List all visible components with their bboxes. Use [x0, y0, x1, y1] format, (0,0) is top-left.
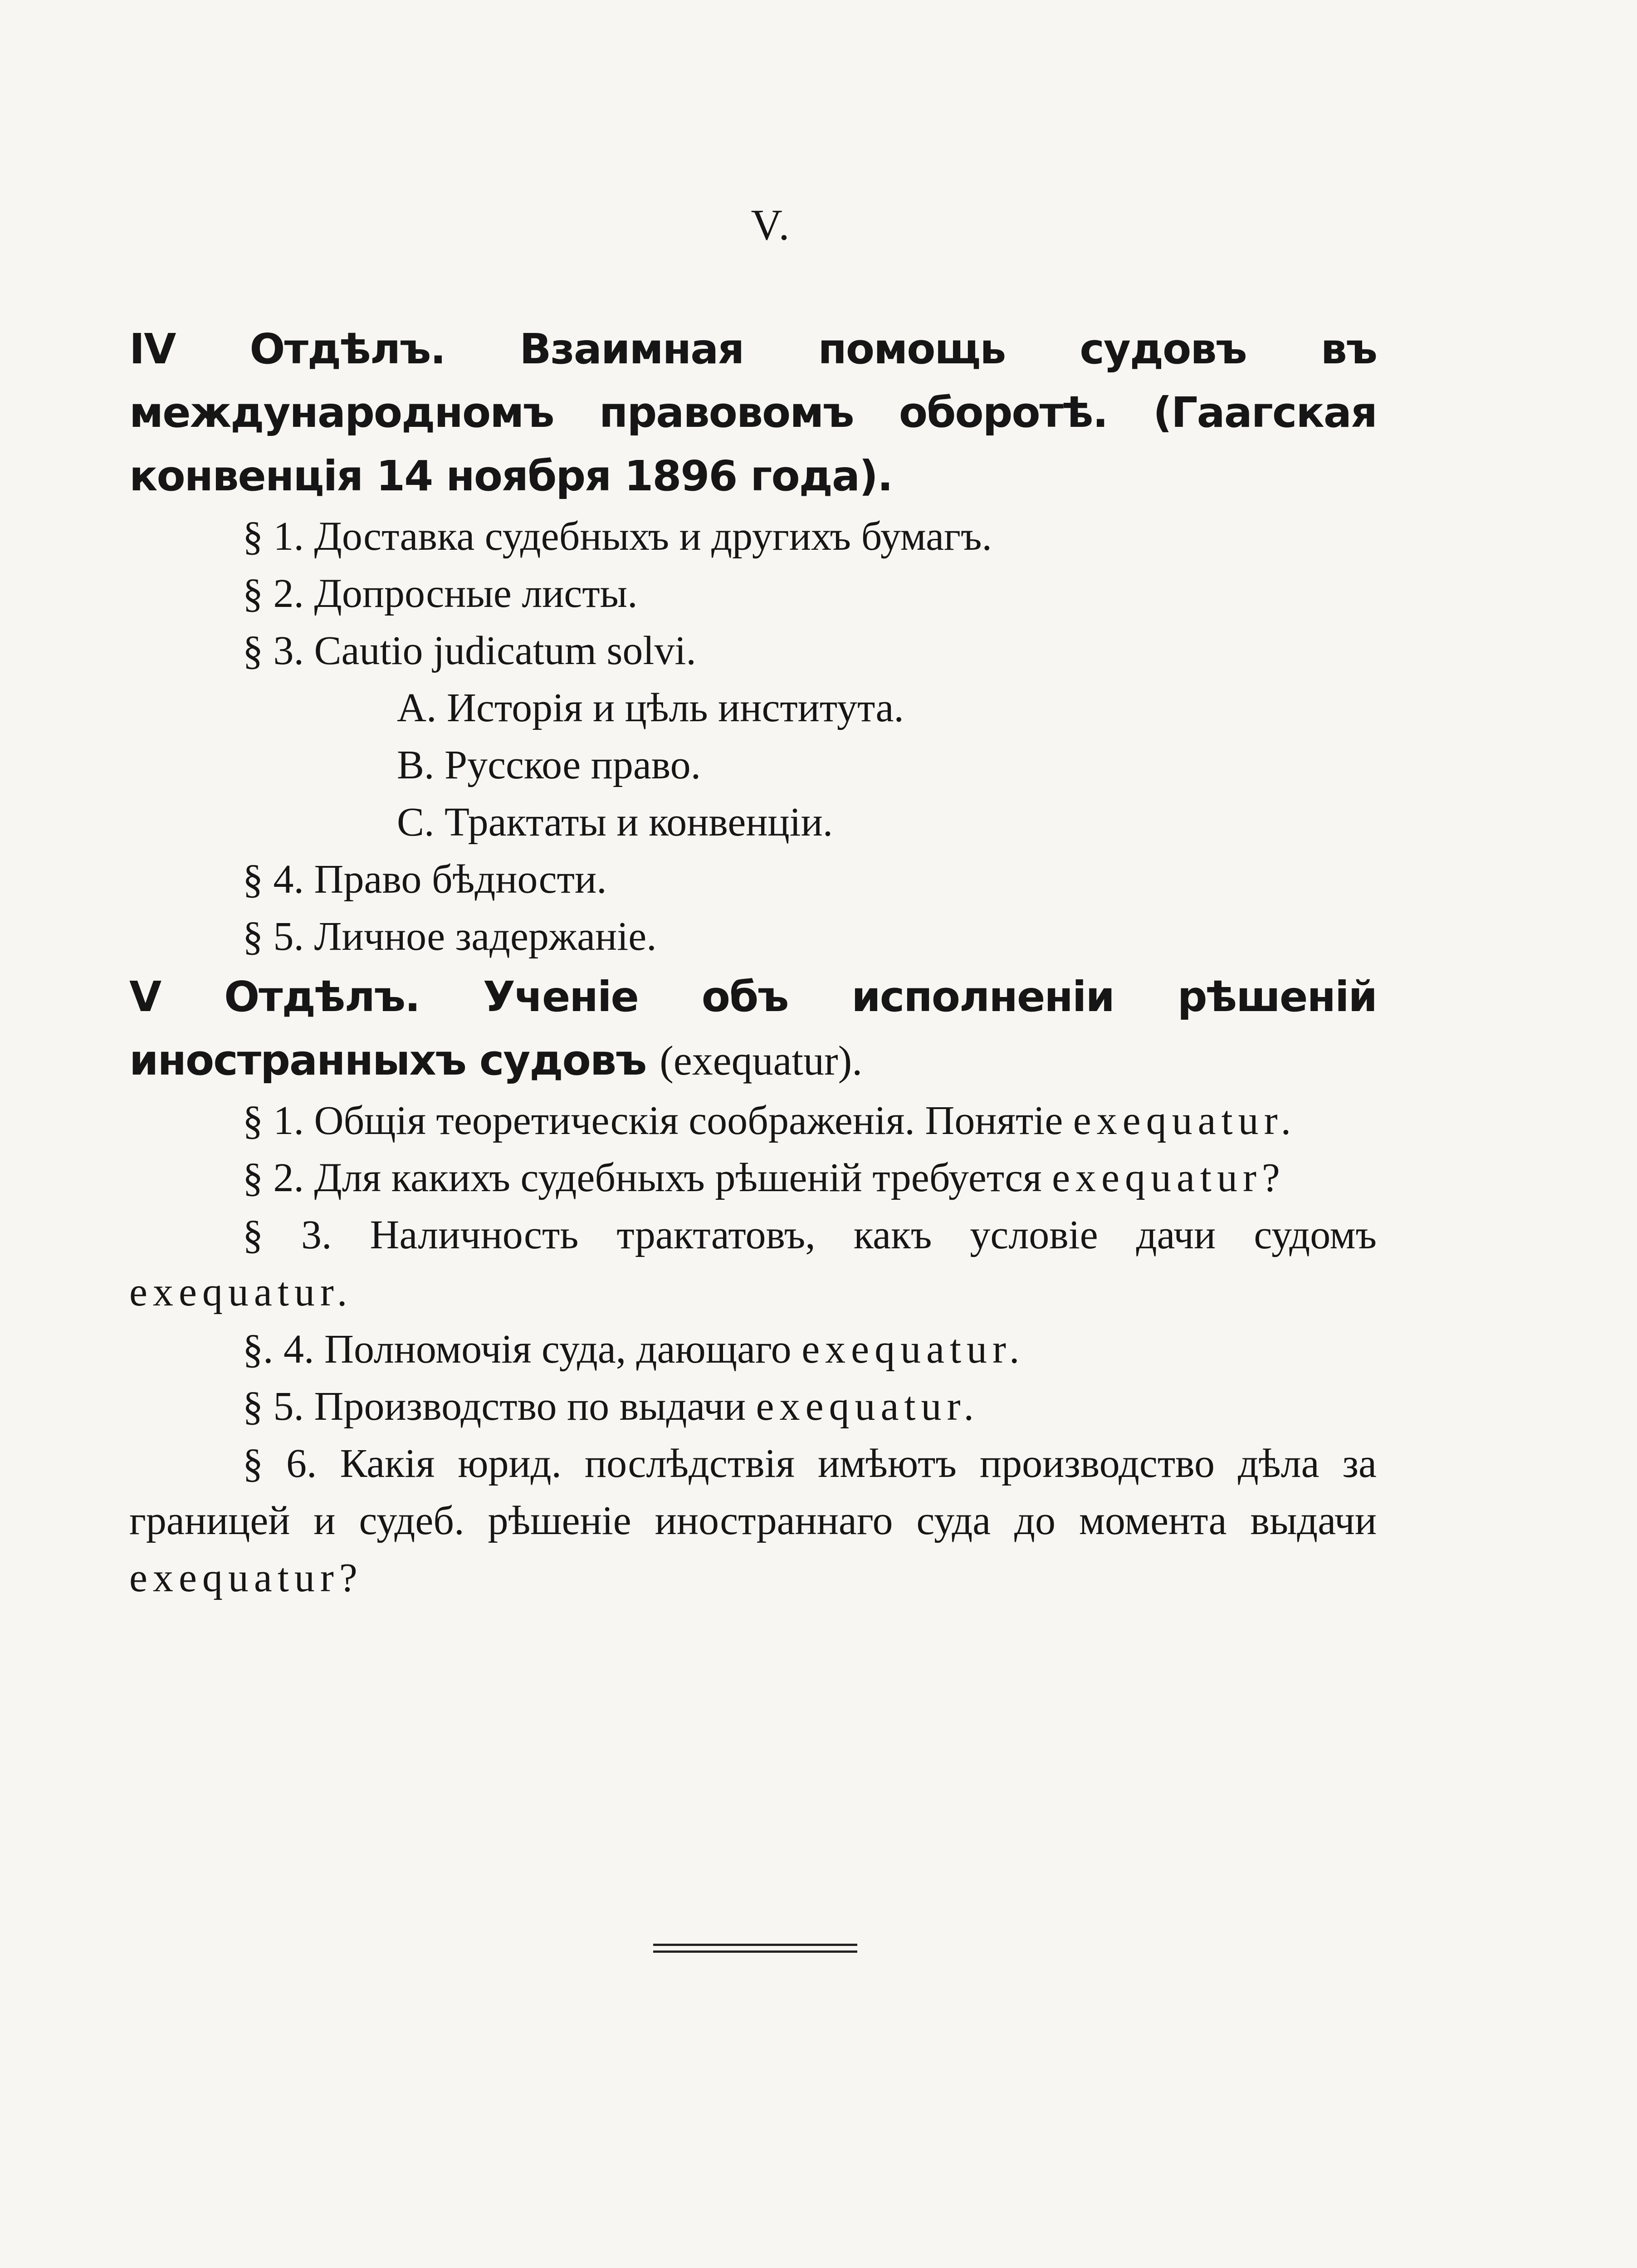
section-5-heading — [129, 965, 1377, 1092]
section-5-item-5-term: exequatur. — [756, 1384, 979, 1429]
contents-block — [129, 318, 1377, 1607]
section-5-item-6 — [129, 1435, 1377, 1607]
section-5-item-4-text: §. 4. Полномочія суда, дающаго — [243, 1327, 792, 1372]
section-4-item-3: § 3. Cautio judicatum solvi. — [243, 628, 696, 673]
section-5-item-3 — [129, 1207, 1377, 1321]
section-5-heading-bold: V Отдѣлъ. Ученіе объ исполненіи рѣшеній иностранныхъ судовъ — [129, 973, 1377, 1085]
end-rule-top — [653, 1944, 857, 1946]
section-4-subitem-b: B. Русское право. — [397, 743, 701, 787]
end-rule-bottom — [653, 1950, 857, 1953]
section-5-item-4-term: exequatur. — [801, 1327, 1025, 1372]
section-4-item-5: § 5. Личное задержаніе. — [243, 914, 657, 959]
page-number: V. — [751, 200, 792, 249]
section-4-heading: IV Отдѣлъ. Взаимная помощь судовъ въ международномъ правовомъ оборотѣ. (Гаагская конвенція 14 ноября 1896 года). — [129, 325, 1377, 500]
section-5-item-2 — [129, 1149, 1377, 1207]
section-5-item-1-term: exequatur. — [1073, 1098, 1297, 1143]
section-4-item-4: § 4. Право бѣдности. — [243, 857, 607, 902]
section-4-subitem-c: C. Трактаты и конвенціи. — [397, 800, 833, 845]
section-5-item-6-text: § 6. Какія юрид. послѣдствія имѣютъ производство дѣла за границей и судеб. рѣшеніе иностраннаго суда до момента выдачи — [129, 1441, 1377, 1543]
section-5-item-4 — [129, 1321, 1377, 1378]
section-4-item-2: § 2. Допросные листы. — [243, 571, 638, 616]
section-5-item-1 — [129, 1092, 1377, 1149]
section-5-item-5 — [129, 1378, 1377, 1435]
section-5-item-5-text: § 5. Производство по выдачи — [243, 1384, 746, 1429]
section-5-heading-plain: (exequatur). — [660, 1037, 863, 1084]
section-5-item-3-term: exequatur. — [129, 1270, 353, 1315]
section-5-item-3-text: § 3. Наличность трактатовъ, какъ условіе дачи судомъ — [243, 1212, 1377, 1257]
section-4-subitem-a: A. Исторія и цѣль института. — [397, 685, 904, 730]
section-5-item-1-text: § 1. Общія теоретическія соображенія. Понятіе — [243, 1098, 1063, 1143]
section-4-item-1: § 1. Доставка судебныхъ и другихъ бумагъ. — [243, 514, 992, 559]
section-5-item-2-text: § 2. Для какихъ судебныхъ рѣшеній требуется — [243, 1155, 1042, 1200]
section-5-item-2-term: exequatur? — [1052, 1155, 1285, 1200]
section-5-item-6-term: exequatur? — [129, 1555, 363, 1600]
